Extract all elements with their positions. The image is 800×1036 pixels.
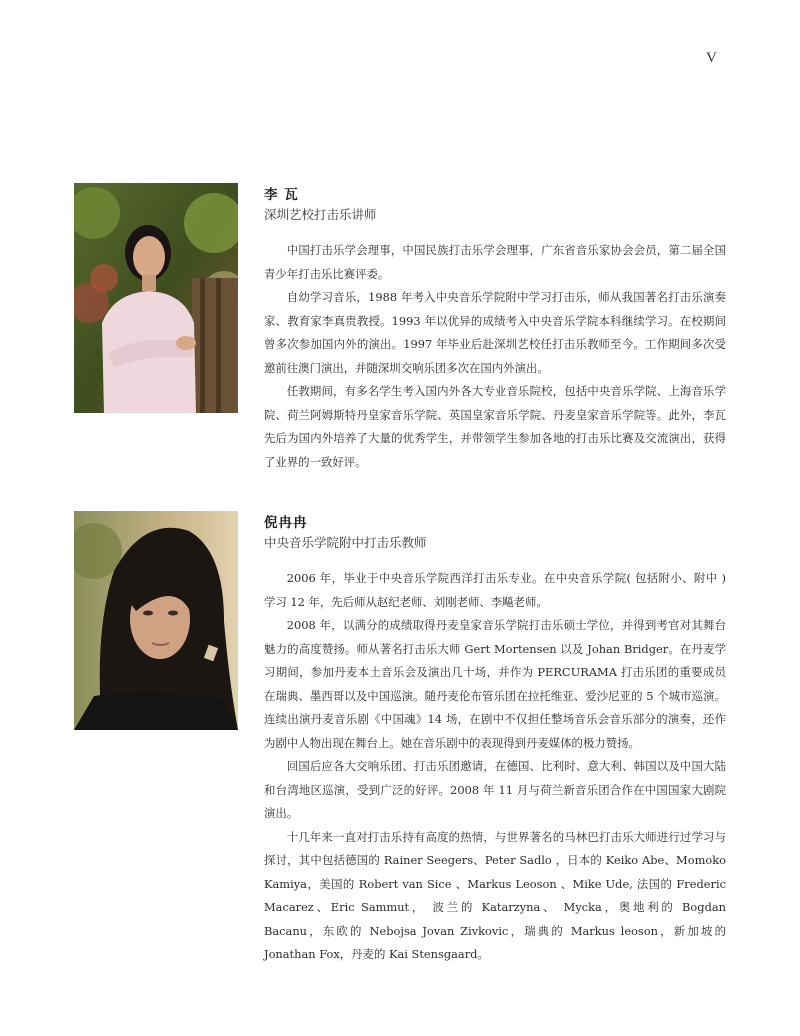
profile-biography [264, 239, 726, 474]
portrait-photo-li-wa [74, 183, 238, 413]
bio-paragraph: 任教期间，有多名学生考入国内外各大专业音乐院校，包括中央音乐学院、上海音乐学院、荷兰阿姆斯特丹皇家音乐学院、英国皇家音乐学院、丹麦皇家音乐学院等。此外，李瓦先后为国内外培养了大量的优秀学生，并带领学生参加各地的打击乐比赛及交流演出，获得了业界的一致好评。 [264, 384, 726, 469]
profile-name: 倪冉冉 [264, 515, 308, 531]
page-number: V [706, 50, 717, 66]
profile-name: 李 瓦 [264, 187, 299, 203]
portrait-image [74, 511, 238, 730]
bio-paragraph: 十几年来一直对打击乐持有高度的热情，与世界著名的马林巴打击乐大师进行过学习与探讨，其中包括德国的 Rainer Seegers、Peter Sadlo ，日本的 Keiko Abe、Momoko Kamiya，美国的 Robert van Sice 、Markus Leoson 、Mike Ude, 法国的 Frederic Macarez、Eric Sammut， 波兰的 Katarzyna、 Mycka，奥地利的 Bogdan Bacanu，东欧的 Nebojsa Jovan Zivkovic，瑞典的 Markus leoson，新加坡的 Jonathan Fox，丹麦的 Kai Stensgaard。 [264, 829, 726, 961]
bio-paragraph: 2006 年，毕业于中央音乐学院西洋打击乐专业。在中央音乐学院( 包括附小、附中 ) 学习 12 年，先后师从赵纪老师、刘刚老师、李飚老师。 [264, 571, 726, 609]
bio-paragraph: 自幼学习音乐，1988 年考入中央音乐学院附中学习打击乐，师从我国著名打击乐演奏家、教育家李真贵教授。1993 年以优异的成绩考入中央音乐学院本科继续学习。在校期间曾多次参加国内外的演出。1997 年毕业后赴深圳艺校任打击乐教师至今。工作期间多次受邀前往澳门演出，并随深圳交响乐团多次在国内外演出。 [264, 290, 726, 375]
profile-text-ni-ranran [264, 511, 726, 967]
portrait-photo-ni-ranran [74, 511, 238, 730]
profile-text-li-wa [264, 183, 726, 474]
bio-paragraph: 2008 年，以满分的成绩取得丹麦皇家音乐学院打击乐硕士学位，并得到考官对其舞台魅力的高度赞扬。师从著名打击乐大师 Gert Mortensen 以及 Johan Bridger。在丹麦学习期间，参加丹麦本土音乐会及演出几十场，并作为 PERCURAMA 打击乐团的重要成员在瑞典、墨西哥以及中国巡演。随丹麦伦布管乐团在拉托维亚、爱沙尼亚的 5 个城市巡演。连续出演丹麦音乐剧《中国魂》14 场，在剧中不仅担任整场音乐会音乐部分的演奏，还作为剧中人物出现在舞台上。她在音乐剧中的表现得到丹麦媒体的极力赞扬。 [264, 618, 726, 750]
bio-paragraph: 中国打击乐学会理事，中国民族打击乐学会理事，广东省音乐家协会会员，第二届全国青少年打击乐比赛评委。 [264, 243, 726, 281]
bio-paragraph: 回国后应各大交响乐团、打击乐团邀请，在德国、比利时、意大利、韩国以及中国大陆和台湾地区巡演，受到广泛的好评。2008 年 11 月与荷兰新音乐团合作在中国国家大剧院演出。 [264, 759, 726, 820]
profile-biography [264, 567, 726, 967]
portrait-image [74, 183, 238, 413]
profile-title: 中央音乐学院附中打击乐教师 [264, 535, 427, 550]
profile-title: 深圳艺校打击乐讲师 [264, 207, 377, 222]
